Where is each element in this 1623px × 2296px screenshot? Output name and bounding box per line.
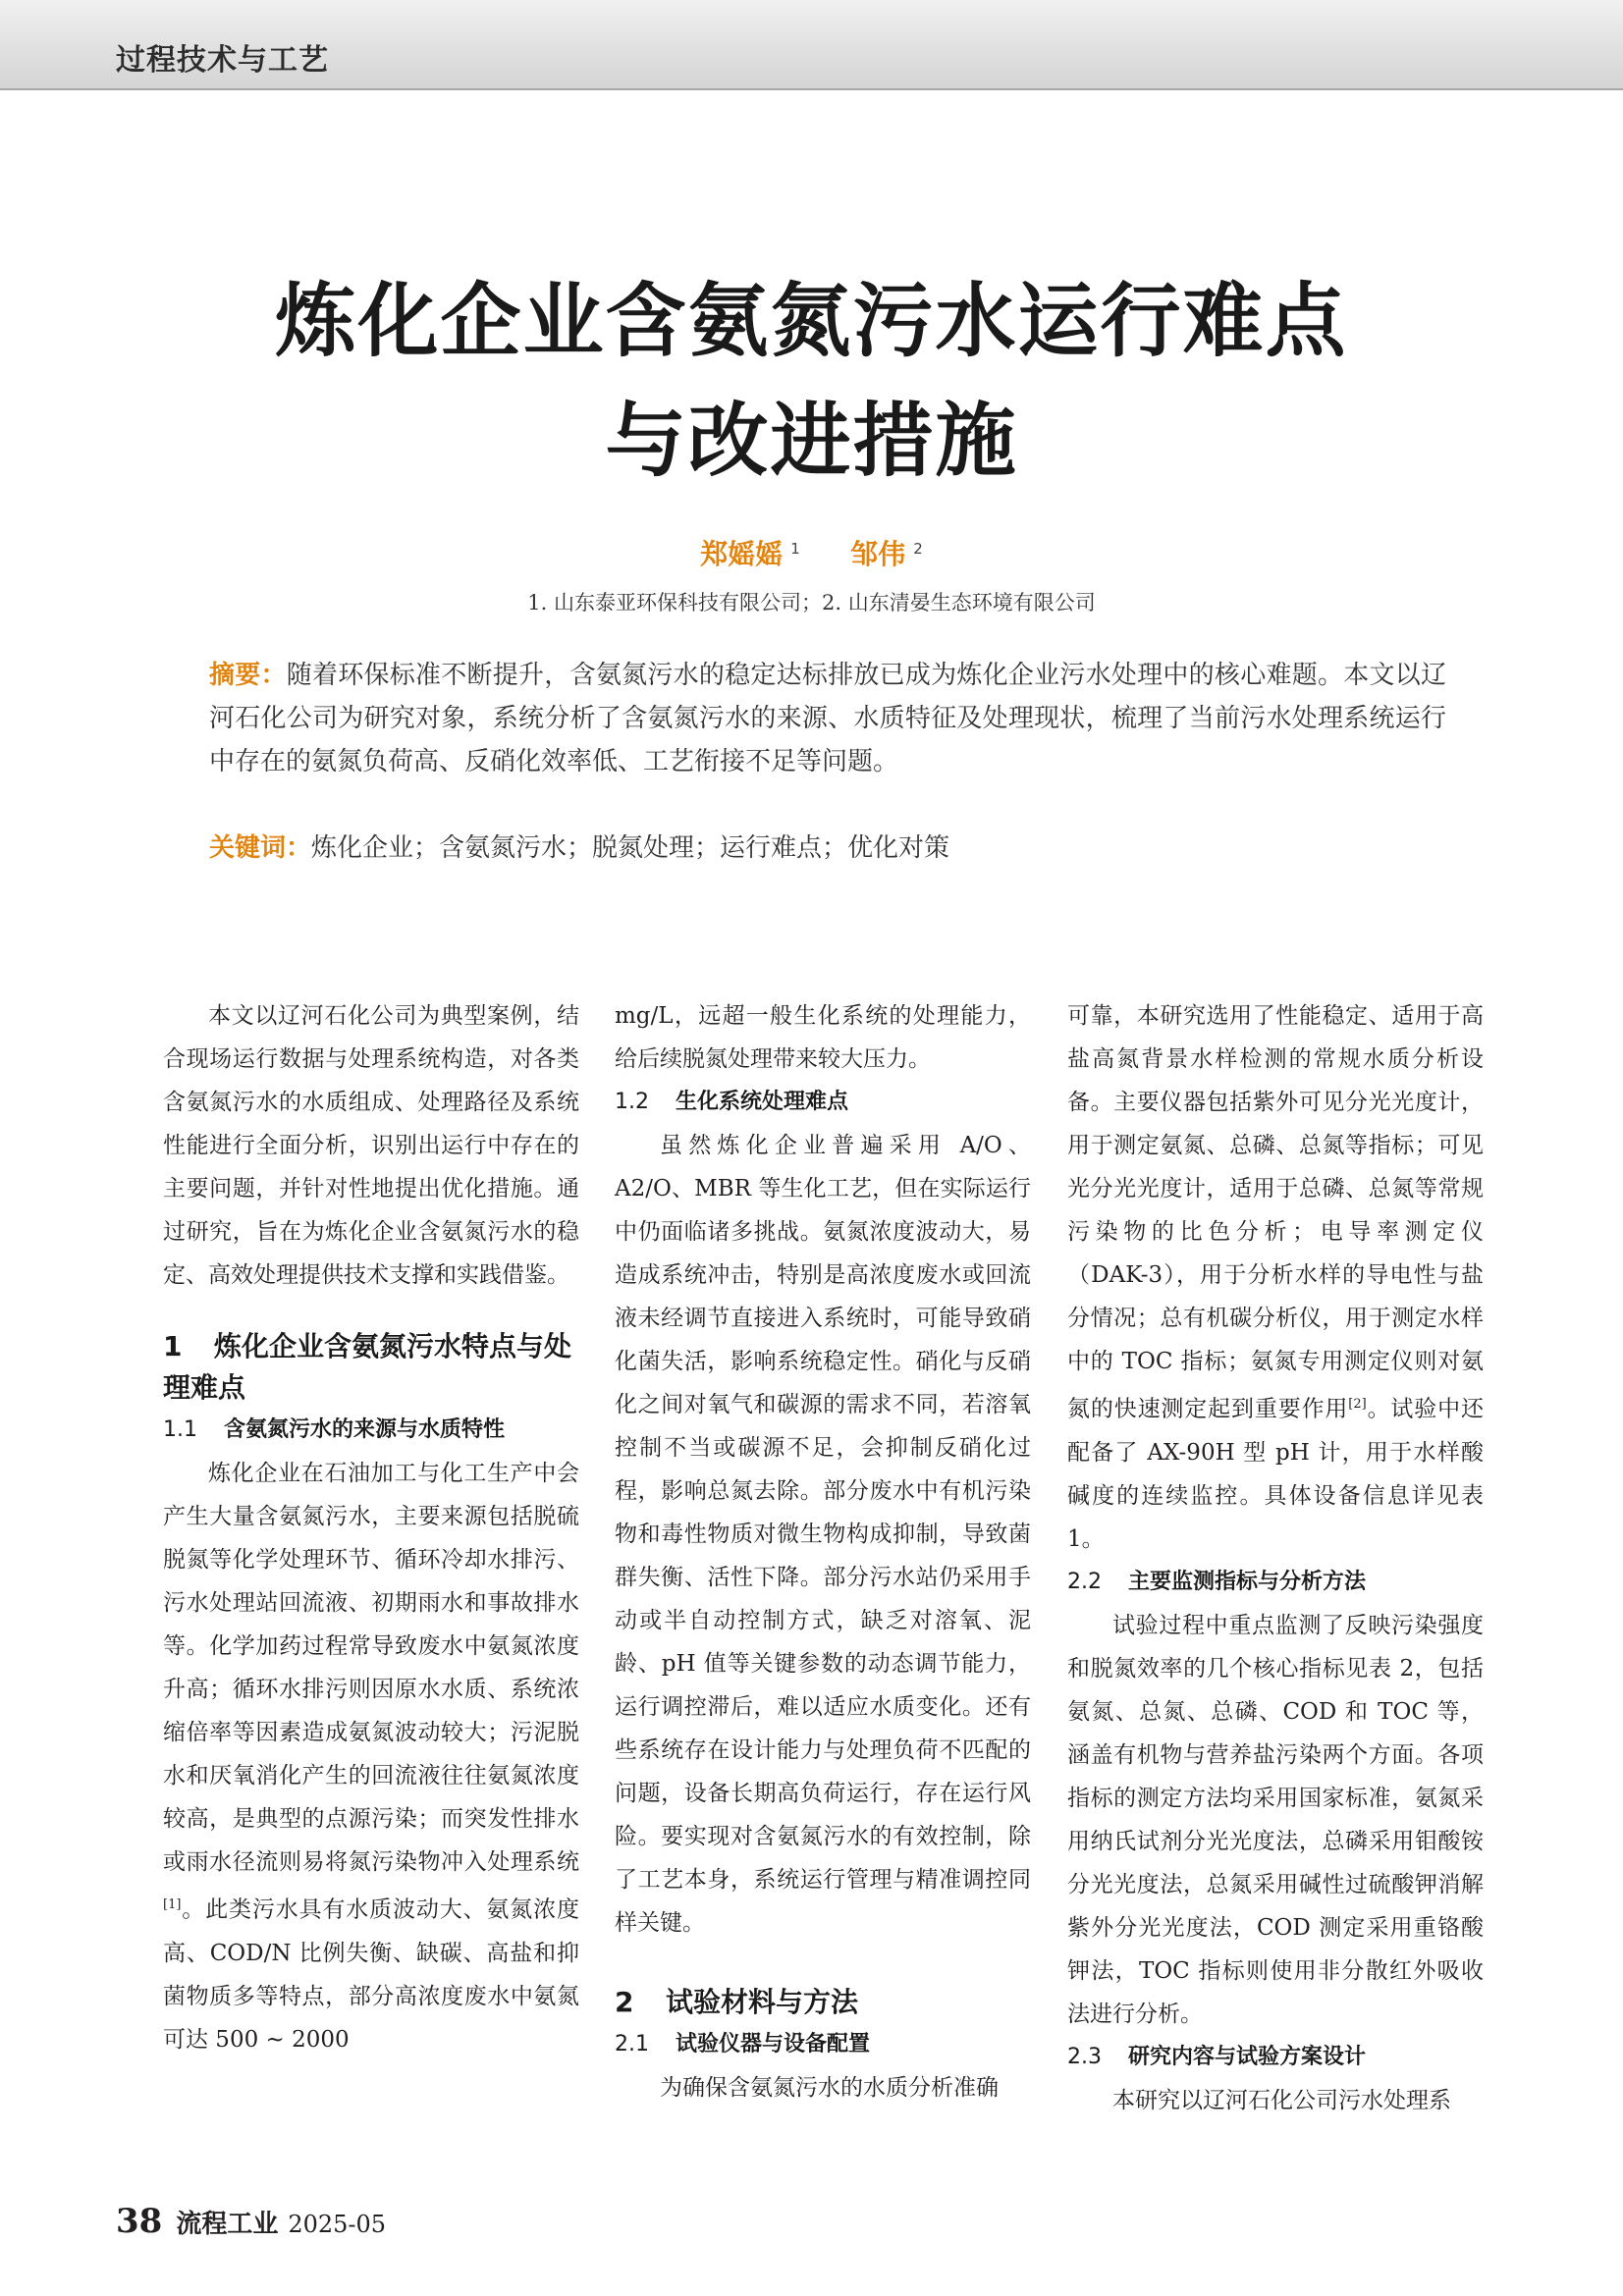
body-paragraph: 本研究以辽河石化公司污水处理系 <box>1112 2087 1451 2113</box>
keywords-label: 关键词： <box>209 833 312 863</box>
subsection-heading: 1.2 生化系统处理难点 <box>615 1090 849 1114</box>
body-paragraph: 炼化企业在石油加工与化工生产中会产生大量含氨氮污水，主要来源包括脱硫脱氮等化学处理环节、循环冷却水排污、污水处理站回流液、初期雨水和事故排水等。化学加药过程常导致废水中氨氮浓度升高；循环水排污则因原水水质、系统浓缩倍率等因素造成氨氮波动较大；污泥脱水和厌氧消化产生的回流液往往氨氮浓度较高，是典型的点源污染；而突发性排水或雨水径流则易将氮污染物冲入处理系统[1]。此类污水具有水质波动大、氨氮浓度高、COD/N 比例失衡、缺碳、高盐和抑菌物质多等特点，部分高浓度废水中氨氮可达 500 ~ 2000 <box>163 1461 579 2053</box>
abstract-label: 摘要： <box>209 661 287 690</box>
article-title-line-1: 炼化企业含氨氮污水运行难点 <box>275 275 1348 368</box>
subsection-heading: 2.3 研究内容与试验方案设计 <box>1067 2044 1367 2069</box>
subsection-heading: 2.2 主要监测指标与分析方法 <box>1067 1569 1367 1594</box>
article-title-line-2: 与改进措施 <box>605 395 1018 488</box>
citation-ref: [2] <box>1348 1397 1367 1412</box>
citation-ref: [1] <box>163 1897 182 1912</box>
section-heading: 1 炼化企业含氨氮污水特点与处理难点 <box>163 1330 572 1404</box>
subsection-heading: 2.1 试验仪器与设备配置 <box>615 2032 871 2056</box>
keywords-text: 炼化企业；含氨氮污水；脱氮处理；运行难点；优化对策 <box>311 833 950 863</box>
abstract <box>209 654 1446 783</box>
author-affiliation-mark: 2 <box>913 539 923 558</box>
author-name: 邹伟 <box>850 538 906 570</box>
author-affiliation-mark: 1 <box>790 539 800 558</box>
body-column-2 <box>615 994 1031 2109</box>
page-footer <box>116 2202 386 2241</box>
affiliation: 1. 山东泰亚环保科技有限公司；2. 山东清晏生态环境有限公司 <box>527 591 1096 614</box>
body-paragraph: 试验过程中重点监测了反映污染强度和脱氮效率的几个核心指标见表 2，包括氨氮、总氮、总磷、COD 和 TOC 等，涵盖有机物与营养盐污染两个方面。各项指标的测定方法均采用国家标准，氨氮采用纳氏试剂分光光度法，总磷采用钼酸铵分光光度法，总氮采用碱性过硫酸钾消解紫外分光光度法，COD 测定采用重铬酸钾法，TOC 指标则使用非分散红外吸收法进行分析。 <box>1067 1612 1484 2027</box>
author-name: 郑媱媱 <box>700 538 784 570</box>
issue-date: 2025-05 <box>288 2211 387 2238</box>
body-column-1 <box>163 994 579 2061</box>
body-paragraph: 虽然炼化企业普遍采用 A/O、A2/O、MBR 等生化工艺，但在实际运行中仍面临诸多挑战。氨氮浓度波动大，易造成系统冲击，特别是高浓度废水或回流液未经调节直接进入系统时，可能导致硝化菌失活，影响系统稳定性。硝化与反硝化之间对氧气和碳源的需求不同，若溶氧控制不当或碳源不足，会抑制反硝化过程，影响总氮去除。部分废水中有机污染物和毒性物质对微生物构成抑制，导致菌群失衡、活性下降。部分污水站仍采用手动或半自动控制方式，缺乏对溶氧、泥龄、pH 值等关键参数的动态调节能力，运行调控滞后，难以适应水质变化。还有些系统存在设计能力与处理负荷不匹配的问题，设备长期高负荷运行，存在运行风险。要实现对含氨氮污水的有效控制，除了工艺本身，系统运行管理与精准调控同样关键。 <box>615 1133 1031 1936</box>
subsection-heading: 1.1 含氨氮污水的来源与水质特性 <box>163 1417 506 1442</box>
section-label: 过程技术与工艺 <box>116 43 329 78</box>
intro-paragraph: 本文以辽河石化公司为典型案例，结合现场运行数据与处理系统构造，对各类含氨氮污水的水质组成、处理路径及系统性能进行全面分析，识别出运行中存在的主要问题，并针对性地提出优化措施。通过研究，旨在为炼化企业含氨氮污水的稳定、高效处理提供技术支撑和实践借鉴。 <box>163 1003 579 1288</box>
body-column-3 <box>1067 994 1484 2122</box>
abstract-text: 随着环保标准不断提升，含氨氮污水的稳定达标排放已成为炼化企业污水处理中的核心难题。本文以辽河石化公司为研究对象，系统分析了含氨氮污水的来源、水质特征及处理现状，梳理了当前污水处理系统运行中存在的氨氮负荷高、反硝化效率低、工艺衔接不足等问题。 <box>209 661 1446 776</box>
keywords <box>209 827 1446 870</box>
section-heading: 2 试验材料与方法 <box>615 1986 859 2018</box>
body-paragraph-continued: 可靠，本研究选用了性能稳定、适用于高盐高氮背景水样检测的常规水质分析设备。主要仪器包括紫外可见分光光度计，用于测定氨氮、总磷、总氮等指标；可见光分光光度计，适用于总磷、总氮等常规污染物的比色分析；电导率测定仪（DAK-3），用于分析水样的导电性与盐分情况；总有机碳分析仪，用于测定水样中的 TOC 指标；氨氮专用测定仪则对氨氮的快速测定起到重要作用[2]。试验中还配备了 AX-90H 型 pH 计，用于水样酸碱度的连续监控。具体设备信息详见表 1。 <box>1067 1003 1485 1552</box>
body-paragraph-continued: mg/L，远超一般生化系统的处理能力，给后续脱氮处理带来较大压力。 <box>615 1003 1031 1072</box>
author-list <box>0 533 1623 572</box>
page-number: 38 <box>116 2202 163 2241</box>
body-paragraph: 为确保含氨氮污水的水质分析准确 <box>660 2075 999 2101</box>
journal-name: 流程工业 <box>176 2210 279 2239</box>
